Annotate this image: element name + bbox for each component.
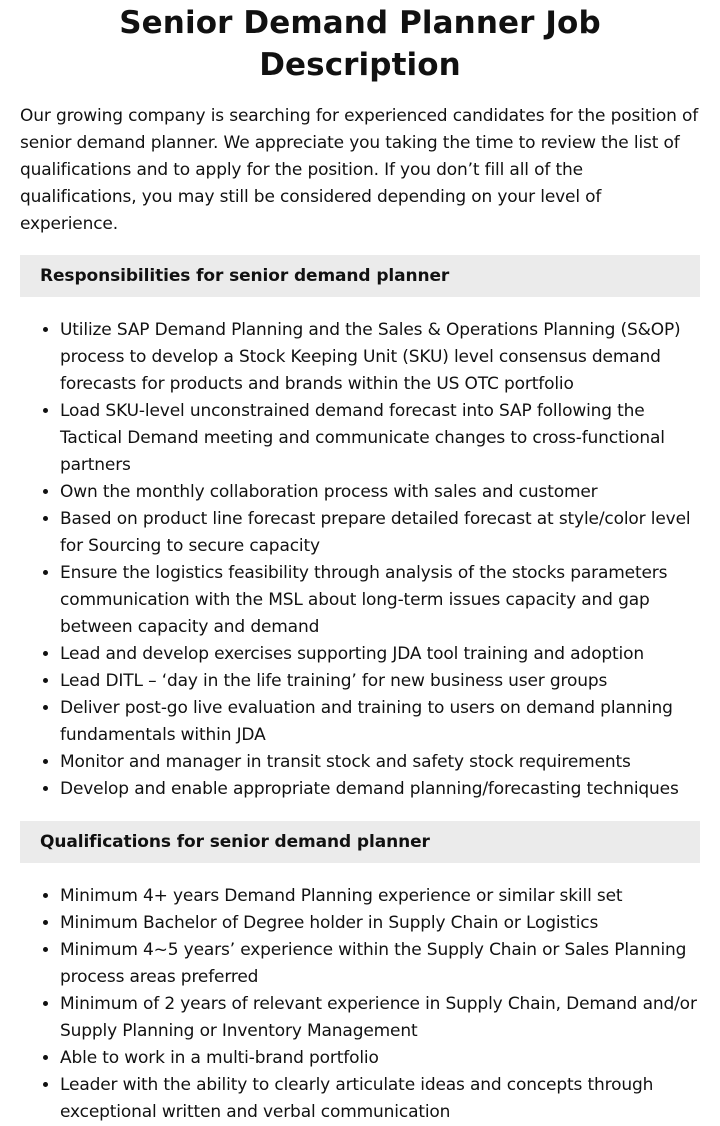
intro-paragraph: Our growing company is searching for experienced candidates for the position of senior demand planner. We appreciate you taking the time to review the list of qualifications and to apply for the position. If you don’t fill all of the qualifications, you may still be considered depending on your level of experience. [20, 106, 699, 234]
list-item: • Based on product line forecast prepare detailed forecast at style/color level for Sourcing to secure capacity [60, 506, 700, 560]
list-item: • Minimum of 2 years of relevant experience in Supply Chain, Demand and/or Supply Planning or Inventory Management [60, 991, 700, 1045]
list-item: • Able to work in a multi-brand portfolio [60, 1045, 700, 1072]
responsibilities-list [20, 317, 700, 803]
list-item: • Lead DITL – ‘day in the life training’ for new business user groups [60, 668, 700, 695]
list-item: • Leader with the ability to clearly articulate ideas and concepts through exceptional written and verbal communication [60, 1072, 700, 1126]
qualifications-list [20, 883, 700, 1126]
list-item: • Develop and enable appropriate demand planning/forecasting techniques [60, 776, 700, 803]
list-item: • Ensure the logistics feasibility through analysis of the stocks parameters communication with the MSL about long-term issues capacity and gap between capacity and demand [60, 560, 700, 641]
responsibilities-heading: Responsibilities for senior demand planner [20, 255, 700, 297]
list-item: • Minimum 4~5 years’ experience within the Supply Chain or Sales Planning process areas preferred [60, 937, 700, 991]
list-item: • Utilize SAP Demand Planning and the Sales & Operations Planning (S&OP) process to develop a Stock Keeping Unit (SKU) level consensus demand forecasts for products and brands within the US OTC portfolio [60, 317, 700, 398]
qualifications-heading: Qualifications for senior demand planner [20, 821, 700, 863]
list-item: • Monitor and manager in transit stock and safety stock requirements [60, 749, 700, 776]
list-item: • Deliver post-go live evaluation and training to users on demand planning fundamentals within JDA [60, 695, 700, 749]
list-item: • Own the monthly collaboration process with sales and customer [60, 479, 700, 506]
list-item: • Lead and develop exercises supporting JDA tool training and adoption [60, 641, 700, 668]
list-item: • Minimum Bachelor of Degree holder in Supply Chain or Logistics [60, 910, 700, 937]
page-title: Senior Demand Planner Job Description [119, 5, 601, 83]
list-item: • Load SKU-level unconstrained demand forecast into SAP following the Tactical Demand meeting and communicate changes to cross-functional partners [60, 398, 700, 479]
list-item: • Minimum 4+ years Demand Planning experience or similar skill set [60, 883, 700, 910]
